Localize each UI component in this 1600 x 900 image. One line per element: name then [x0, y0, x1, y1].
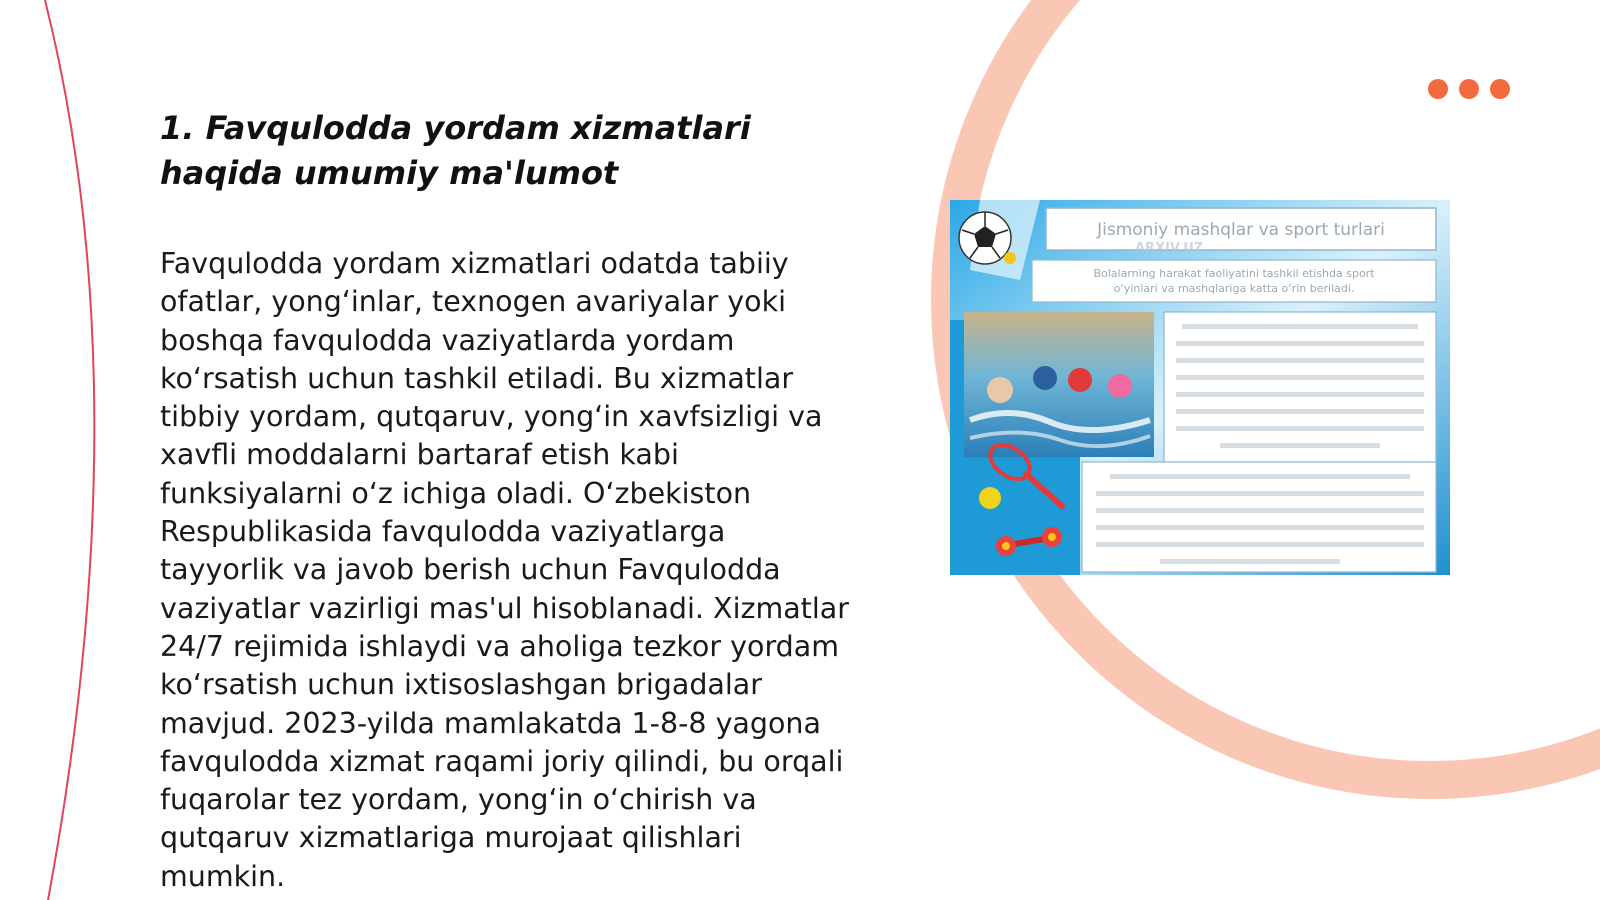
dot-icon — [1459, 79, 1479, 99]
slide-title-line-2: haqida umumiy ma'lumot — [160, 154, 619, 192]
slide-body-text: Favqulodda yordam xizmatlari odatda tabiiy ofatlar, yong‘inlar, texnogen avariyalar yoki boshqa favqulodda vaziyatlarda yordam ko‘rsatish uchun tashkil etiladi. Bu xizmatlar tibbiy yordam, qutqaruv, yong‘in xavfsizligi va xavfli moddalarni bartaraf etish kabi funksiyalarni o‘z ichiga oladi. O‘zbekiston Respublikasida favqulodda vaziyatlarga tayyorlik va javob berish uchun Favqulodda vaziyatlar vazirligi mas'ul hisoblanadi. Xizmatlar 24/7 rejimida ishlaydi va aholiga tezkor yordam ko‘rsatish uchun ixtisoslashgan brigadalar mavjud. 2023-yilda mamlakatda 1-8-8 yagona favqulodda xizmat raqami joriy qilindi, bu orqali fuqarolar tez yordam, yong‘in o‘chirish va qutqaruv xizmatlariga murojaat qilishlari mumkin. — [160, 247, 849, 893]
dot-icon — [1428, 79, 1448, 99]
dot-icon — [1490, 79, 1510, 99]
left-curve-line — [45, 0, 94, 900]
sports-collage-image — [950, 200, 1450, 575]
collage-text-box-1 — [1164, 312, 1436, 462]
collage-subheading-line-2: o‘yinlari va mashqlariga katta o‘rin beriladi. — [1113, 282, 1355, 295]
collage-subheading-line-1: Bolalarning harakat faoliyatini tashkil etishda sport — [1093, 267, 1375, 280]
dots-decoration — [1428, 79, 1510, 99]
collage-heading: Jismoniy mashqlar va sport turlari — [1097, 220, 1385, 240]
watermark-text: ARXIV.UZ — [1135, 241, 1204, 256]
swimmers-photo — [964, 312, 1154, 457]
sports-collage-graphic — [950, 200, 1450, 575]
slide-title — [160, 106, 840, 196]
collage-text-box-2 — [1082, 462, 1436, 572]
slide-title-line-1: 1. Favqulodda yordam xizmatlari — [160, 109, 751, 147]
